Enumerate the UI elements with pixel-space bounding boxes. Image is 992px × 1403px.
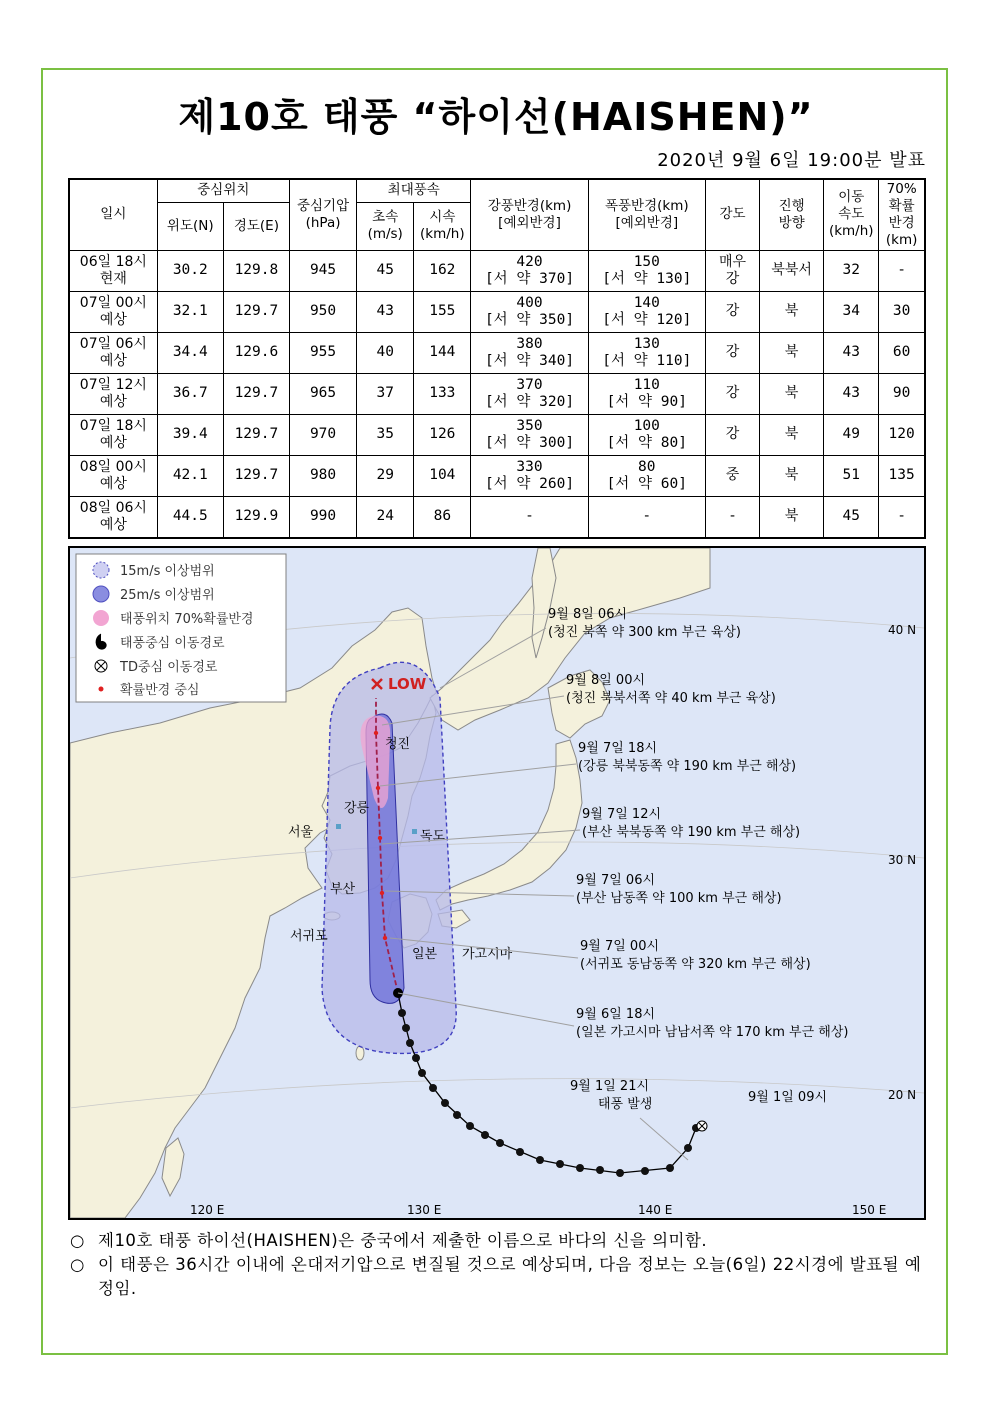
lat-label-40: 40 N bbox=[888, 623, 917, 637]
map-svg bbox=[70, 548, 924, 1218]
forecast-row bbox=[69, 250, 925, 291]
col-intensity: 강도 bbox=[705, 179, 759, 250]
notes bbox=[68, 1229, 930, 1301]
place-dokdo: 독도 bbox=[420, 829, 446, 844]
cell-wind-ms: 24 bbox=[357, 496, 414, 538]
cell-direction: 북 bbox=[760, 414, 824, 455]
low-label: LOW bbox=[388, 675, 427, 693]
note-bullet: ○ bbox=[70, 1231, 85, 1250]
callout-title: 9월 7일 18시 bbox=[578, 741, 658, 756]
cell-time: 08일 00시 예상 bbox=[69, 455, 157, 496]
cell-storm-radius: 100 [서 약 80] bbox=[588, 414, 705, 455]
place-japan: 일본 bbox=[412, 947, 438, 962]
col-lat: 위도(N) bbox=[157, 202, 223, 250]
cell-pressure: 990 bbox=[289, 496, 356, 538]
cell-lat: 30.2 bbox=[157, 250, 223, 291]
cell-intensity: 매우 강 bbox=[705, 250, 759, 291]
cell-direction: 북 bbox=[760, 373, 824, 414]
col-time: 일시 bbox=[69, 179, 157, 250]
forecast-point bbox=[378, 836, 382, 840]
col-lon: 경도(E) bbox=[223, 202, 289, 250]
td-start-label: 9월 1일 09시 bbox=[748, 1090, 828, 1105]
cell-speed: 49 bbox=[824, 414, 879, 455]
forecast-table bbox=[68, 178, 926, 539]
cell-intensity: 중 bbox=[705, 455, 759, 496]
cell-gale-radius: - bbox=[471, 496, 588, 538]
col-storm: 폭풍반경(km) [예외반경] bbox=[588, 179, 705, 250]
cell-lon: 129.7 bbox=[223, 414, 289, 455]
cell-pressure: 950 bbox=[289, 291, 356, 332]
lon-label-120: 120 E bbox=[190, 1203, 225, 1217]
callout-detail: (부산 남동쪽 약 100 km 부근 해상) bbox=[576, 891, 782, 906]
callout-title: 9월 6일 18시 bbox=[576, 1007, 656, 1022]
cell-wind-kmh: 104 bbox=[414, 455, 471, 496]
legend-label: 15m/s 이상범위 bbox=[120, 564, 215, 579]
cell-speed: 32 bbox=[824, 250, 879, 291]
track-point bbox=[441, 1099, 449, 1107]
track-point bbox=[536, 1156, 544, 1164]
cell-storm-radius: 110 [서 약 90] bbox=[588, 373, 705, 414]
cell-time: 07일 06시 예상 bbox=[69, 332, 157, 373]
cell-probability: 120 bbox=[879, 414, 925, 455]
cell-speed: 43 bbox=[824, 373, 879, 414]
lat-label-20: 20 N bbox=[888, 1088, 917, 1102]
cell-pressure: 965 bbox=[289, 373, 356, 414]
track-point bbox=[406, 1039, 414, 1047]
col-gale: 강풍반경(km) [예외반경] bbox=[471, 179, 588, 250]
cell-direction: 북 bbox=[760, 496, 824, 538]
track-point bbox=[453, 1111, 461, 1119]
col-pressure: 중심기압 (hPa) bbox=[289, 179, 356, 250]
cell-lon: 129.7 bbox=[223, 455, 289, 496]
callout-title: 9월 7일 00시 bbox=[580, 939, 660, 954]
col-center: 중심위치 bbox=[157, 179, 289, 202]
col-kmh: 시속 (km/h) bbox=[414, 202, 471, 250]
cell-wind-kmh: 126 bbox=[414, 414, 471, 455]
cell-lat: 36.7 bbox=[157, 373, 223, 414]
track-point bbox=[412, 1054, 420, 1062]
cell-wind-kmh: 86 bbox=[414, 496, 471, 538]
cell-probability: 60 bbox=[879, 332, 925, 373]
forecast-row bbox=[69, 496, 925, 538]
cell-lon: 129.7 bbox=[223, 373, 289, 414]
cell-wind-ms: 37 bbox=[357, 373, 414, 414]
cell-direction: 북 bbox=[760, 455, 824, 496]
col-direction: 진행 방향 bbox=[760, 179, 824, 250]
cell-pressure: 945 bbox=[289, 250, 356, 291]
callout-detail: (일본 가고시마 남남서쪽 약 170 km 부근 해상) bbox=[576, 1025, 849, 1040]
place-gangneung: 강릉 bbox=[344, 801, 370, 816]
cell-probability: - bbox=[879, 496, 925, 538]
cell-gale-radius: 330 [서 약 260] bbox=[471, 455, 588, 496]
track-point bbox=[684, 1144, 692, 1152]
lon-label-150: 150 E bbox=[852, 1203, 887, 1217]
track-point bbox=[616, 1169, 624, 1177]
cell-intensity: 강 bbox=[705, 373, 759, 414]
cell-gale-radius: 350 [서 약 300] bbox=[471, 414, 588, 455]
cell-storm-radius: - bbox=[588, 496, 705, 538]
page-title: 제10호 태풍 “하이선(HAISHEN)” bbox=[178, 95, 814, 139]
cell-wind-ms: 40 bbox=[357, 332, 414, 373]
cell-lon: 129.9 bbox=[223, 496, 289, 538]
track-point bbox=[466, 1122, 474, 1130]
callout-title: 9월 8일 06시 bbox=[548, 607, 628, 622]
forecast-point bbox=[376, 786, 380, 790]
track-point bbox=[402, 1024, 410, 1032]
place-kagoshima: 가고시마 bbox=[462, 947, 513, 962]
cell-wind-kmh: 155 bbox=[414, 291, 471, 332]
callout-detail: (청진 북북서쪽 약 40 km 부근 육상) bbox=[566, 691, 776, 706]
cell-intensity: 강 bbox=[705, 332, 759, 373]
cell-gale-radius: 400 [서 약 350] bbox=[471, 291, 588, 332]
forecast-point bbox=[374, 731, 378, 735]
note-bullet: ○ bbox=[70, 1255, 85, 1274]
cell-time: 08일 06시 예상 bbox=[69, 496, 157, 538]
cell-time: 07일 12시 예상 bbox=[69, 373, 157, 414]
col-ms: 초속 (m/s) bbox=[357, 202, 414, 250]
callout-title: 9월 8일 00시 bbox=[566, 673, 646, 688]
legend-icon-15ms bbox=[93, 562, 109, 578]
cell-speed: 51 bbox=[824, 455, 879, 496]
place-busan: 부산 bbox=[330, 882, 356, 897]
cell-lat: 44.5 bbox=[157, 496, 223, 538]
col-probability: 70% 확률 반경 (km) bbox=[879, 179, 925, 250]
cell-lon: 129.8 bbox=[223, 250, 289, 291]
cell-intensity: - bbox=[705, 496, 759, 538]
forecast-row bbox=[69, 414, 925, 455]
cell-speed: 43 bbox=[824, 332, 879, 373]
forecast-row bbox=[69, 455, 925, 496]
legend-icon-prob bbox=[93, 610, 109, 626]
cell-wind-kmh: 144 bbox=[414, 332, 471, 373]
cell-lat: 39.4 bbox=[157, 414, 223, 455]
track-point bbox=[666, 1164, 674, 1172]
track-point bbox=[576, 1164, 584, 1172]
track-point bbox=[556, 1160, 564, 1168]
land-okinawa bbox=[356, 1046, 364, 1060]
callout-detail: (청진 북쪽 약 300 km 부근 육상) bbox=[548, 625, 741, 640]
forecast-row bbox=[69, 332, 925, 373]
cell-lat: 32.1 bbox=[157, 291, 223, 332]
issue-time: 2020년 9월 6일 19:00분 발표 bbox=[657, 150, 926, 171]
legend-label: TD중심 이동경로 bbox=[120, 660, 218, 675]
col-maxwind: 최대풍속 bbox=[357, 179, 471, 202]
cell-speed: 45 bbox=[824, 496, 879, 538]
legend-icon-prob-center bbox=[99, 687, 104, 692]
col-speed: 이동 속도 (km/h) bbox=[824, 179, 879, 250]
legend-label: 태풍위치 70%확률반경 bbox=[120, 612, 254, 627]
callout-title: 9월 7일 12시 bbox=[582, 807, 662, 822]
forecast-point bbox=[380, 891, 384, 895]
forecast-row bbox=[69, 291, 925, 332]
cell-pressure: 970 bbox=[289, 414, 356, 455]
cell-storm-radius: 150 [서 약 130] bbox=[588, 250, 705, 291]
cell-lat: 34.4 bbox=[157, 332, 223, 373]
note-item bbox=[68, 1253, 930, 1301]
lat-label-30: 30 N bbox=[888, 853, 917, 867]
track-point bbox=[481, 1131, 489, 1139]
cell-probability: 30 bbox=[879, 291, 925, 332]
callout-title: 9월 7일 06시 bbox=[576, 873, 656, 888]
track-point bbox=[596, 1166, 604, 1174]
legend-icon-25ms bbox=[93, 586, 109, 602]
track-point bbox=[398, 1009, 406, 1017]
cell-storm-radius: 140 [서 약 120] bbox=[588, 291, 705, 332]
track-point bbox=[418, 1069, 426, 1077]
cell-wind-ms: 45 bbox=[357, 250, 414, 291]
cell-direction: 북 bbox=[760, 291, 824, 332]
cell-time: 06일 18시 현재 bbox=[69, 250, 157, 291]
cell-probability: 90 bbox=[879, 373, 925, 414]
cell-wind-kmh: 162 bbox=[414, 250, 471, 291]
cell-gale-radius: 380 [서 약 340] bbox=[471, 332, 588, 373]
cell-lat: 42.1 bbox=[157, 455, 223, 496]
genesis-label: 태풍 발생 bbox=[598, 1097, 653, 1112]
cell-time: 07일 18시 예상 bbox=[69, 414, 157, 455]
cell-gale-radius: 370 [서 약 320] bbox=[471, 373, 588, 414]
genesis-time: 9월 1일 21시 bbox=[570, 1079, 650, 1094]
note-text: 이 태풍은 36시간 이내에 온대저기압으로 변질될 것으로 예상되며, 다음 정보는 오늘(6일) 22시경에 발표될 예정임. bbox=[98, 1255, 922, 1298]
cell-wind-kmh: 133 bbox=[414, 373, 471, 414]
track-point bbox=[496, 1139, 504, 1147]
place-chongjin: 청진 bbox=[385, 737, 411, 752]
note-text: 제10호 태풍 하이선(HAISHEN)은 중국에서 제출한 이름으로 바다의 신을 의미함. bbox=[98, 1231, 708, 1250]
place-seoul: 서울 bbox=[288, 825, 314, 840]
cell-direction: 북북서 bbox=[760, 250, 824, 291]
callout-detail: (서귀포 동남동쪽 약 320 km 부근 해상) bbox=[580, 957, 811, 972]
cell-direction: 북 bbox=[760, 332, 824, 373]
forecast-point bbox=[383, 936, 387, 940]
note-item bbox=[68, 1229, 930, 1253]
track-point bbox=[516, 1148, 524, 1156]
cell-pressure: 980 bbox=[289, 455, 356, 496]
lon-label-130: 130 E bbox=[407, 1203, 442, 1217]
forecast-row bbox=[69, 373, 925, 414]
cell-probability: - bbox=[879, 250, 925, 291]
cell-speed: 34 bbox=[824, 291, 879, 332]
callout-detail: (부산 북북동쪽 약 190 km 부근 해상) bbox=[582, 825, 801, 840]
track-point bbox=[429, 1084, 437, 1092]
map-legend bbox=[76, 554, 286, 702]
cell-lon: 129.6 bbox=[223, 332, 289, 373]
cell-pressure: 955 bbox=[289, 332, 356, 373]
cell-storm-radius: 130 [서 약 110] bbox=[588, 332, 705, 373]
callout-detail: (강릉 북북동쪽 약 190 km 부근 해상) bbox=[578, 759, 797, 774]
cell-wind-ms: 35 bbox=[357, 414, 414, 455]
legend-label: 확률반경 중심 bbox=[120, 683, 200, 698]
cell-wind-ms: 43 bbox=[357, 291, 414, 332]
cell-probability: 135 bbox=[879, 455, 925, 496]
cell-storm-radius: 80 [서 약 60] bbox=[588, 455, 705, 496]
cell-intensity: 강 bbox=[705, 414, 759, 455]
place-seogwipo: 서귀포 bbox=[290, 929, 328, 944]
cell-lon: 129.7 bbox=[223, 291, 289, 332]
cell-intensity: 강 bbox=[705, 291, 759, 332]
legend-label: 25m/s 이상범위 bbox=[120, 588, 215, 603]
cell-gale-radius: 420 [서 약 370] bbox=[471, 250, 588, 291]
cell-time: 07일 00시 예상 bbox=[69, 291, 157, 332]
typhoon-track-map bbox=[68, 546, 926, 1220]
lon-label-140: 140 E bbox=[638, 1203, 673, 1217]
cell-wind-ms: 29 bbox=[357, 455, 414, 496]
track-point bbox=[641, 1167, 649, 1175]
legend-label: 태풍중심 이동경로 bbox=[120, 636, 225, 651]
